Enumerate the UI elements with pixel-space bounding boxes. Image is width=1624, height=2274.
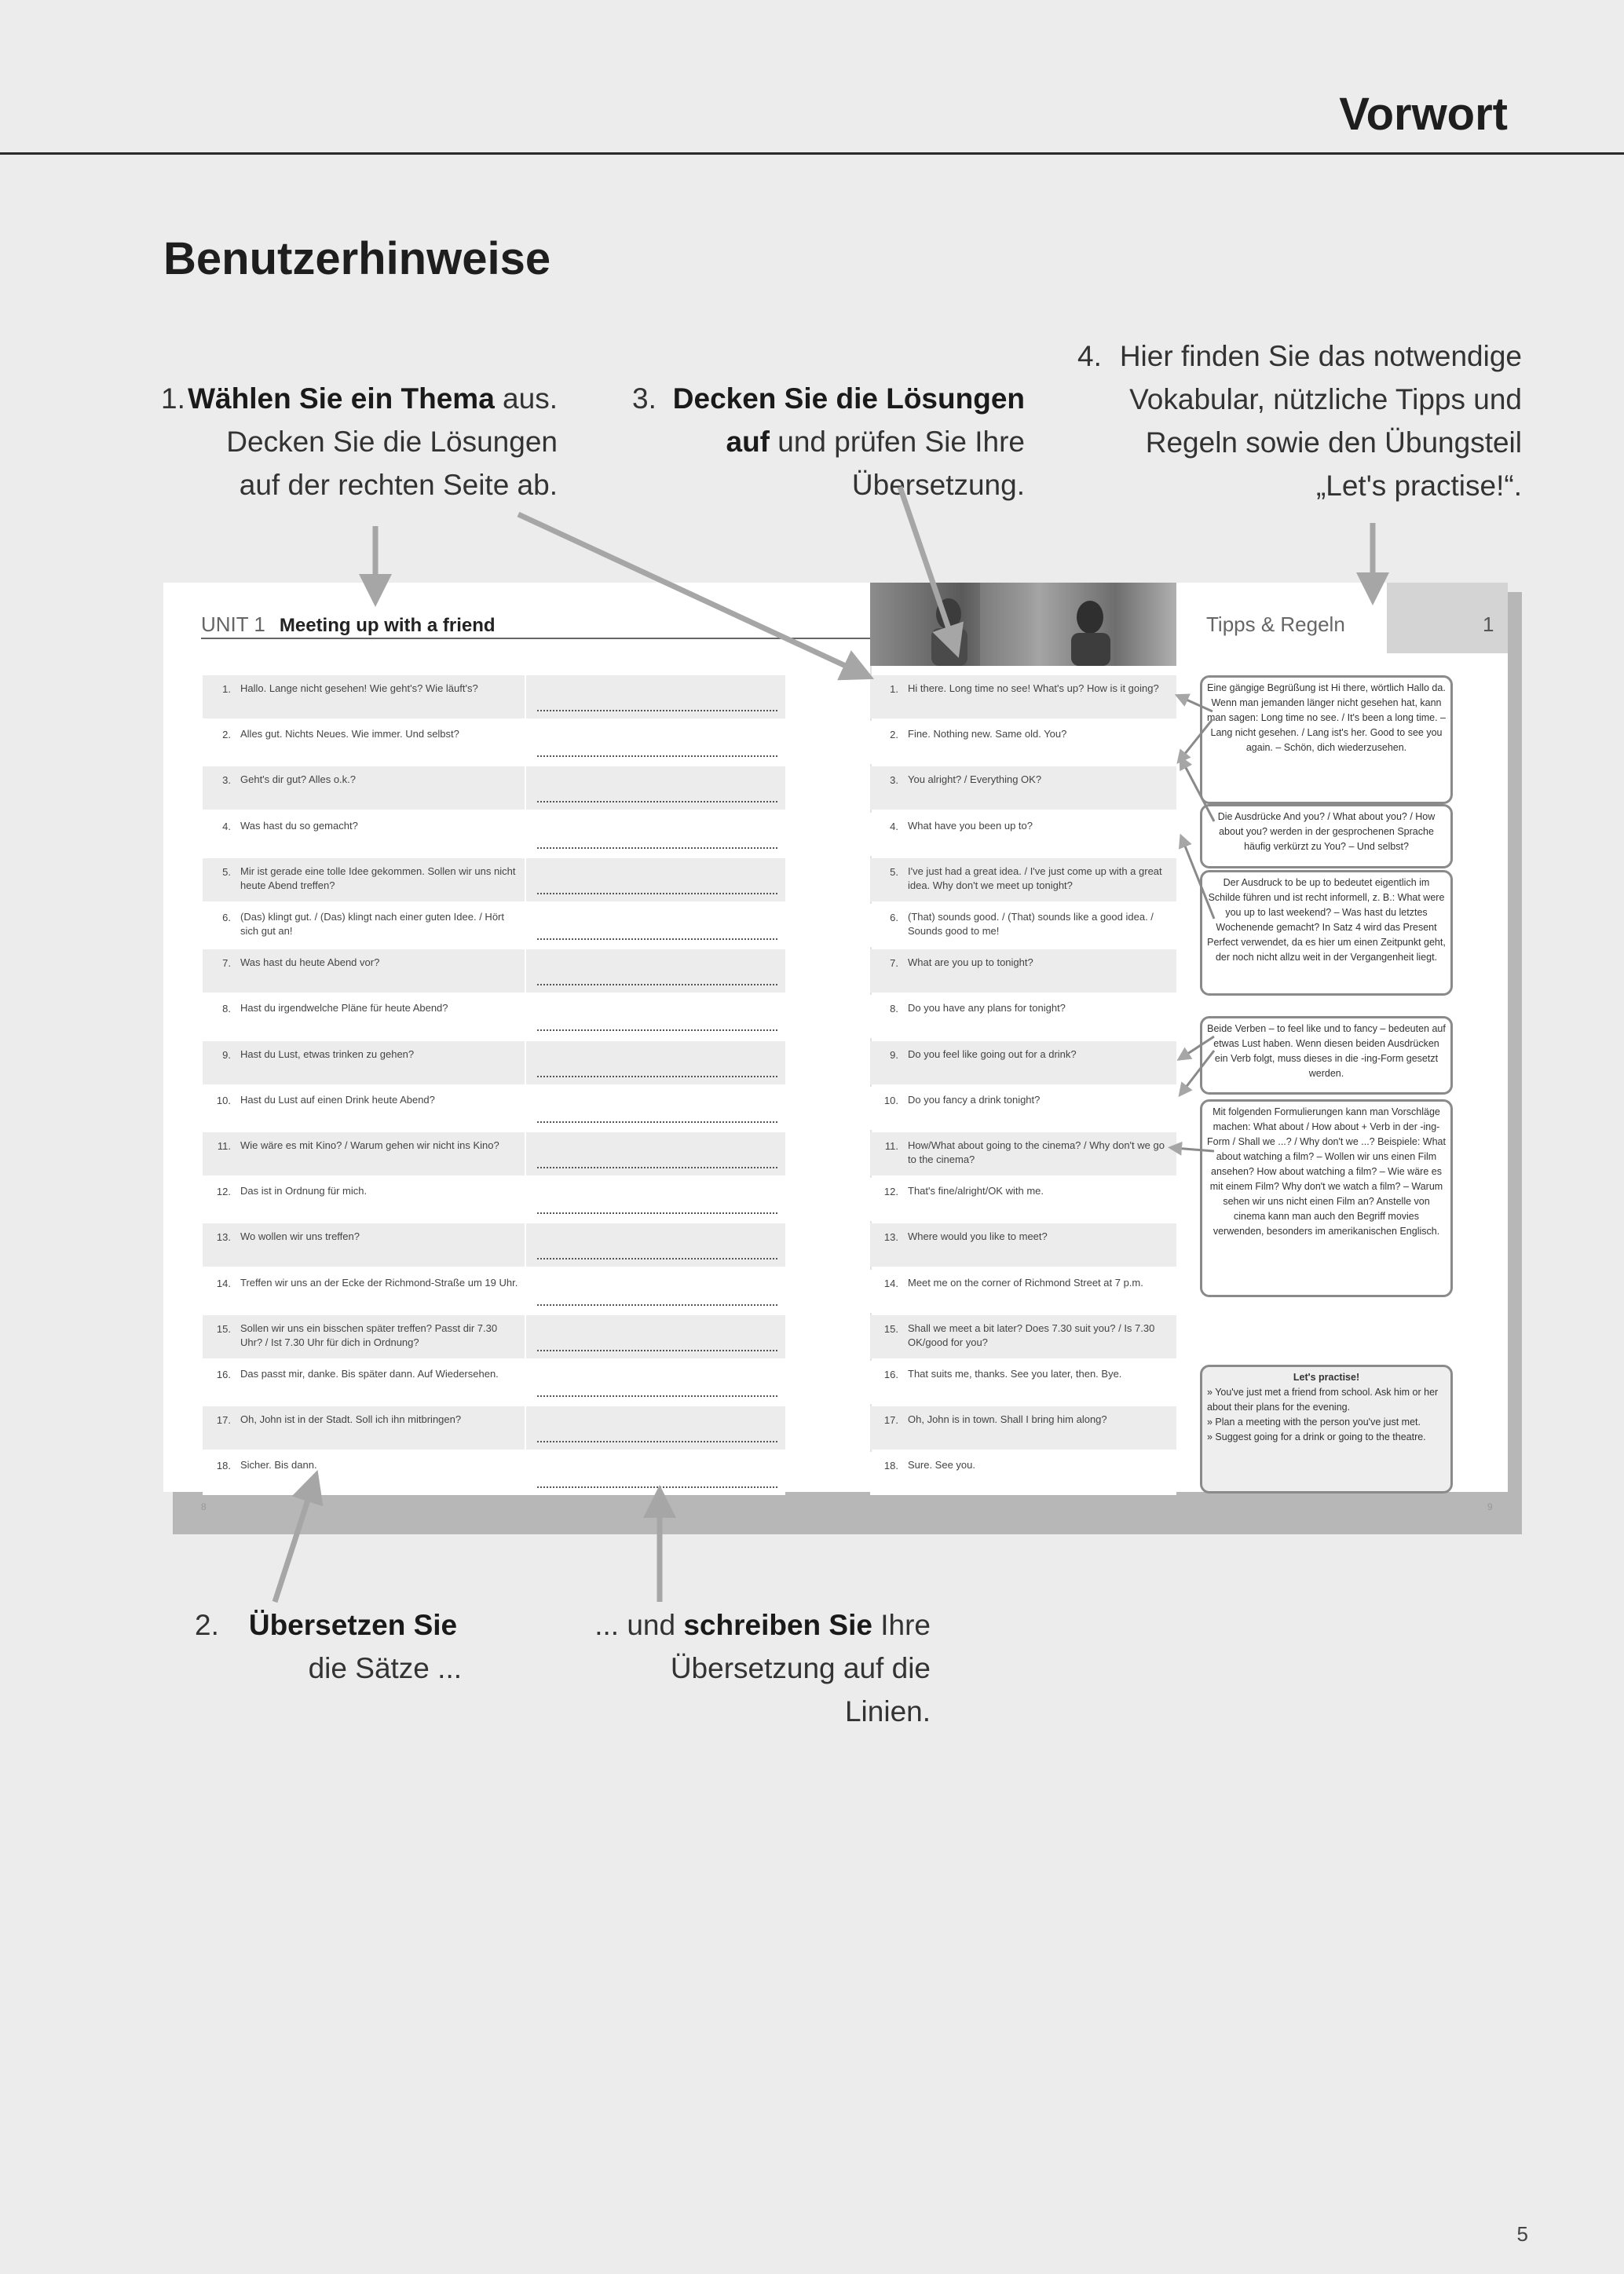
page-number: 5 <box>1516 2222 1528 2246</box>
tip-box-5: Mit folgenden Formulierungen kann man Vorschläge machen: What about / How about + Verb in der -ing-Form / Shall we ...? / Why don't we ...? Beispiele: What about watching a film? – Wollen wir uns einen Film ansehen? How about watching a film? – Wie wäre es mit einem Film? Why don't we watch a film? – Warum sehen wir uns nicht einen Film an? Anstelle von cinema kann man auch den Begriff movies verwenden, besonders im amerikanischen Englisch. <box>1200 1099 1453 1297</box>
instruction-3-rest: und prüfen Sie Ihre <box>770 426 1025 458</box>
instruction-2-number: 2. <box>195 1609 219 1641</box>
section-title: Benutzerhinweise <box>163 233 551 284</box>
instruction-4-line2: Vokabular, nützliche Tipps und <box>1129 383 1522 415</box>
row-number: 2. <box>222 729 231 741</box>
row-text: Was hast du heute Abend vor? <box>240 956 380 969</box>
row-number: 9. <box>222 1048 231 1061</box>
tip-arrow <box>1183 1051 1214 1091</box>
row-text: Das ist in Ordnung für mich. <box>240 1185 368 1197</box>
row-text: Was hast du so gemacht? <box>240 819 358 832</box>
tips-number: 1 <box>1483 612 1494 636</box>
row-number: 3. <box>222 774 231 787</box>
row-number: 3. <box>890 774 898 787</box>
row-number: 12. <box>883 1186 898 1198</box>
instruction-4-line3: Regeln sowie den Übungsteil <box>1145 426 1522 459</box>
row-number: 14. <box>883 1277 898 1289</box>
tip-arrow <box>1181 719 1213 759</box>
row-number: 11. <box>217 1140 231 1152</box>
tip-box-1: Eine gängige Begrüßung ist Hi there, wörtlich Hallo da. Wenn man jemanden länger nicht gesehen hat, kann man sagen: Long time no see. / It's been a long time. – Lang nicht gesehen. / Lang ist's her. Good to see you again. – Schön, dich wiederzusehen. <box>1200 675 1453 804</box>
row-text: Sure. See you. <box>908 1459 975 1472</box>
row-text: How/What about going to the cinema? / Why don't we go to the cinema? <box>908 1139 1165 1165</box>
unit-title: Meeting up with a friend <box>279 615 496 636</box>
row-text: Oh, John is in town. Shall I bring him along? <box>908 1413 1107 1426</box>
tip-box-4: Beide Verben – to feel like und to fancy – bedeuten auf etwas Lust haben. Wenn diesen beiden Ausdrücken ein Verb folgt, muss dieses in die -ing-Form gesetzt werden. <box>1200 1016 1453 1095</box>
row-number: 18. <box>883 1460 898 1472</box>
row-text: I've just had a great idea. / I've just come up with a great idea. Why don't we meet up tonight? <box>908 865 1162 891</box>
row-text: Wie wäre es mit Kino? / Warum gehen wir nicht ins Kino? <box>240 1139 499 1151</box>
instruction-1-line2: Decken Sie die Lösungen <box>226 426 558 458</box>
header-title: Vorwort <box>1339 89 1508 140</box>
row-number: 13. <box>216 1231 231 1244</box>
row-number: 15. <box>883 1322 898 1335</box>
instruction-4-number: 4. <box>1077 340 1102 372</box>
row-text: You alright? / Everything OK? <box>908 773 1042 786</box>
tip-arrow <box>1183 1036 1214 1057</box>
row-text: Sicher. Bis dann. <box>240 1459 317 1472</box>
row-text: Meet me on the corner of Richmond Street at 7 p.m. <box>908 1276 1143 1289</box>
row-number: 11. <box>884 1140 898 1152</box>
row-text: What have you been up to? <box>908 819 1033 832</box>
row-text: Hast du irgendwelche Pläne für heute Abend? <box>240 1002 448 1015</box>
row-text: Hallo. Lange nicht gesehen! Wie geht's? Wie läuft's? <box>240 682 478 694</box>
row-number: 17. <box>883 1414 898 1427</box>
row-number: 16. <box>883 1369 898 1380</box>
row-number: 10. <box>216 1094 231 1106</box>
row-number: 7. <box>222 957 231 970</box>
row-number: 14. <box>216 1277 231 1289</box>
instruction-3-line3: Übersetzung. <box>851 469 1025 501</box>
instruction-4-line1: Hier finden Sie das notwendige <box>1119 340 1522 372</box>
row-text: Do you fancy a drink tonight? <box>908 1093 1041 1106</box>
row-text: Geht's dir gut? Alles o.k.? <box>240 773 357 786</box>
row-number: 16. <box>216 1369 231 1380</box>
row-text: Mir ist gerade eine tolle Idee gekommen. Sollen wir uns nicht heute Abend treffen? <box>240 865 516 891</box>
instruction-2b-pre: ... und <box>594 1609 684 1641</box>
row-text: That's fine/alright/OK with me. <box>908 1185 1044 1197</box>
row-number: 8. <box>222 1003 231 1015</box>
tip-arrow <box>1183 762 1214 821</box>
instruction-2b-rest: Ihre <box>872 1609 931 1641</box>
row-text: Wo wollen wir uns treffen? <box>240 1230 360 1243</box>
instruction-2b-line2: Übersetzung auf die Linien. <box>670 1652 931 1727</box>
row-number: 17. <box>216 1414 231 1427</box>
row-number: 10. <box>883 1094 898 1106</box>
row-number: 9. <box>890 1048 898 1061</box>
row-text: Sollen wir uns ein bisschen später treffen? Passt dir 7.30 Uhr? / Ist 7.30 Uhr für dich in Ordnung? <box>240 1322 498 1348</box>
row-number: 8. <box>890 1003 898 1015</box>
row-text: Alles gut. Nichts Neues. Wie immer. Und selbst? <box>240 728 459 740</box>
row-number: 7. <box>890 957 898 970</box>
row-text: (Das) klingt gut. / (Das) klingt nach einer guten Idee. / Hört sich gut an! <box>240 911 504 937</box>
tip-box-3: Der Ausdruck to be up to bedeutet eigentlich im Schilde führen und ist recht informell, z. B.: What were you up to last weekend? – Was hast du letztes Wochenende gemacht? In Satz 4 wird das Present Perfect verwendet, da es hier um einen Zeitpunkt geht, der noch nicht allzu weit in der Vergangenheit liegt. <box>1200 870 1453 996</box>
tip-arrow <box>1175 1148 1214 1151</box>
arrow-3 <box>900 487 953 642</box>
instruction-2-bold: Übersetzen Sie <box>248 1609 458 1641</box>
row-number: 4. <box>890 820 898 832</box>
tip-arrow <box>1183 840 1214 919</box>
row-text: (That) sounds good. / (That) sounds like a good idea. / Sounds good to me! <box>908 911 1154 937</box>
row-text: Do you have any plans for tonight? <box>908 1002 1066 1015</box>
instruction-4-line4: „Let's practise!“. <box>1315 470 1522 502</box>
arrow-2 <box>275 1486 313 1602</box>
arrow-1-right <box>518 514 859 672</box>
row-text: Oh, John ist in der Stadt. Soll ich ihn mitbringen? <box>240 1413 462 1426</box>
practise-item: » Suggest going for a drink or going to the theatre. <box>1207 1431 1426 1442</box>
row-number: 13. <box>883 1231 898 1244</box>
right-page-number: 9 <box>1487 1501 1493 1512</box>
tips-label: Tipps & Regeln <box>1206 612 1345 636</box>
row-number: 1. <box>222 683 231 695</box>
instruction-1-bold: Wählen Sie ein Thema <box>188 382 495 415</box>
row-number: 12. <box>216 1186 231 1198</box>
row-text: Hast du Lust auf einen Drink heute Abend? <box>240 1093 435 1106</box>
left-page-number: 8 <box>201 1501 207 1512</box>
row-number: 6. <box>890 912 898 923</box>
row-text: Hi there. Long time no see! What's up? How is it going? <box>908 682 1159 694</box>
row-number: 1. <box>890 683 898 695</box>
row-text: That suits me, thanks. See you later, then. Bye. <box>908 1368 1122 1380</box>
practise-item: » Plan a meeting with the person you've just met. <box>1207 1417 1421 1428</box>
row-text: Do you feel like going out for a drink? <box>908 1047 1077 1060</box>
tip-arrow <box>1181 697 1213 711</box>
row-text: Treffen wir uns an der Ecke der Richmond-Straße um 19 Uhr. <box>240 1276 518 1289</box>
row-number: 2. <box>890 729 898 741</box>
instruction-2b-bold: schreiben Sie <box>683 1609 872 1641</box>
row-text: Shall we meet a bit later? Does 7.30 suit you? / Is 7.30 OK/good for you? <box>908 1322 1155 1348</box>
instruction-3-bold: Decken Sie die Lösungen <box>672 382 1025 415</box>
tip-box-2: Die Ausdrücke And you? / What about you? / How about you? werden in der gesprochenen Sprache häufig verkürzt zu You? – Und selbst? <box>1200 804 1453 868</box>
instruction-3-number: 3. <box>632 382 657 415</box>
unit-label: UNIT 1 <box>201 612 265 636</box>
practise-title: Let's practise! <box>1293 1372 1360 1383</box>
row-text: Das passt mir, danke. Bis später dann. Auf Wiedersehen. <box>240 1368 499 1380</box>
row-number: 15. <box>216 1322 231 1335</box>
instruction-1-number: 1. <box>161 382 185 415</box>
practise-item: » You've just met a friend from school. Ask him or her about their plans for the evening. <box>1207 1387 1439 1413</box>
instruction-2-line2: die Sätze ... <box>308 1652 462 1684</box>
row-number: 4. <box>222 820 231 832</box>
row-text: What are you up to tonight? <box>908 956 1033 969</box>
row-text: Hast du Lust, etwas trinken zu gehen? <box>240 1047 415 1060</box>
row-number: 5. <box>222 865 231 878</box>
instruction-1-rest: aus. <box>494 382 558 415</box>
row-text: Fine. Nothing new. Same old. You? <box>908 728 1067 740</box>
row-number: 18. <box>216 1460 231 1472</box>
row-number: 5. <box>890 865 898 878</box>
row-text: Where would you like to meet? <box>908 1230 1048 1243</box>
instruction-1-line3: auf der rechten Seite ab. <box>239 469 558 501</box>
row-number: 6. <box>222 912 231 923</box>
instruction-3-bold2: auf <box>726 426 770 458</box>
